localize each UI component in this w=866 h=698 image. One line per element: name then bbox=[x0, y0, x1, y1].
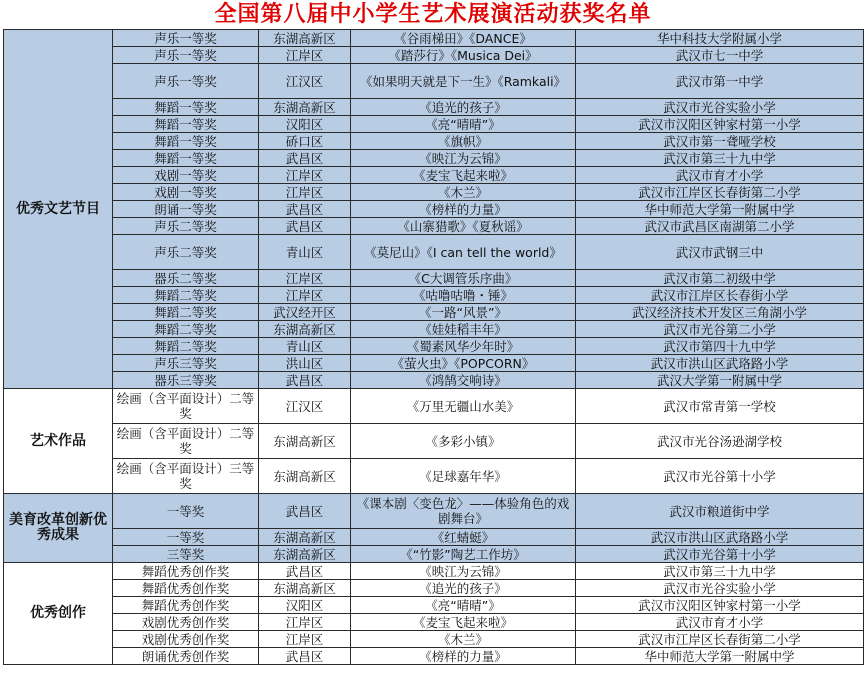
table-row bbox=[4, 47, 864, 64]
district-cell: 武汉经开区 bbox=[259, 304, 351, 321]
work-cell: 《追光的孩子》 bbox=[351, 580, 576, 597]
table-row bbox=[4, 614, 864, 631]
award-cell: 绘画（含平面设计）二等奖 bbox=[113, 424, 259, 459]
district-cell: 东湖高新区 bbox=[259, 580, 351, 597]
award-cell: 舞蹈二等奖 bbox=[113, 321, 259, 338]
school-cell: 武汉市汉阳区钟家村第一小学 bbox=[576, 116, 864, 133]
district-cell: 江岸区 bbox=[259, 184, 351, 201]
table-row bbox=[4, 184, 864, 201]
work-cell: 《麦宝飞起来啦》 bbox=[351, 167, 576, 184]
table-row bbox=[4, 355, 864, 372]
table-row bbox=[4, 235, 864, 270]
category-cell: 艺术作品 bbox=[4, 389, 113, 494]
district-cell: 东湖高新区 bbox=[259, 424, 351, 459]
table-row bbox=[4, 304, 864, 321]
district-cell: 东湖高新区 bbox=[259, 30, 351, 47]
work-cell: 《足球嘉年华》 bbox=[351, 459, 576, 494]
work-cell: 《万里无疆山水美》 bbox=[351, 389, 576, 424]
district-cell: 江岸区 bbox=[259, 287, 351, 304]
work-cell: 《木兰》 bbox=[351, 631, 576, 648]
school-cell: 武汉市七一中学 bbox=[576, 47, 864, 64]
table-row bbox=[4, 338, 864, 355]
school-cell: 武汉市光谷实验小学 bbox=[576, 580, 864, 597]
district-cell: 武昌区 bbox=[259, 201, 351, 218]
district-cell: 东湖高新区 bbox=[259, 459, 351, 494]
award-cell: 舞蹈一等奖 bbox=[113, 150, 259, 167]
district-cell: 江岸区 bbox=[259, 167, 351, 184]
school-cell: 武汉市光谷第二小学 bbox=[576, 321, 864, 338]
award-cell: 声乐三等奖 bbox=[113, 355, 259, 372]
award-cell: 戏剧优秀创作奖 bbox=[113, 631, 259, 648]
work-cell: 《榜样的力量》 bbox=[351, 648, 576, 665]
work-cell: 《萤火虫》《POPCORN》 bbox=[351, 355, 576, 372]
district-cell: 东湖高新区 bbox=[259, 99, 351, 116]
school-cell: 武汉市武钢三中 bbox=[576, 235, 864, 270]
award-cell: 舞蹈优秀创作奖 bbox=[113, 597, 259, 614]
work-cell: 《莫尼山》《I can tell the world》 bbox=[351, 235, 576, 270]
work-cell: 《亮“晴晴”》 bbox=[351, 597, 576, 614]
district-cell: 汉阳区 bbox=[259, 597, 351, 614]
table-row bbox=[4, 529, 864, 546]
category-cell: 优秀创作 bbox=[4, 563, 113, 665]
district-cell: 东湖高新区 bbox=[259, 321, 351, 338]
work-cell: 《蜀素风华少年时》 bbox=[351, 338, 576, 355]
school-cell: 武汉经济技术开发区三角湖小学 bbox=[576, 304, 864, 321]
table-row bbox=[4, 167, 864, 184]
table-row bbox=[4, 270, 864, 287]
table-row bbox=[4, 597, 864, 614]
table-row bbox=[4, 389, 864, 424]
district-cell: 东湖高新区 bbox=[259, 546, 351, 563]
district-cell: 武昌区 bbox=[259, 563, 351, 580]
work-cell: 《麦宝飞起来啦》 bbox=[351, 614, 576, 631]
category-cell: 美育改革创新优秀成果 bbox=[4, 494, 113, 563]
section-reform-results bbox=[4, 494, 864, 563]
district-cell: 青山区 bbox=[259, 235, 351, 270]
district-cell: 东湖高新区 bbox=[259, 529, 351, 546]
table-row bbox=[4, 64, 864, 99]
award-cell: 声乐一等奖 bbox=[113, 64, 259, 99]
district-cell: 江岸区 bbox=[259, 270, 351, 287]
table-row bbox=[4, 372, 864, 389]
school-cell: 武汉市常青第一学校 bbox=[576, 389, 864, 424]
award-cell: 戏剧一等奖 bbox=[113, 167, 259, 184]
work-cell: 《榜样的力量》 bbox=[351, 201, 576, 218]
district-cell: 汉阳区 bbox=[259, 116, 351, 133]
award-cell: 朗诵优秀创作奖 bbox=[113, 648, 259, 665]
school-cell: 华中科技大学附属小学 bbox=[576, 30, 864, 47]
table-row bbox=[4, 150, 864, 167]
award-cell: 三等奖 bbox=[113, 546, 259, 563]
school-cell: 武汉市第一中学 bbox=[576, 64, 864, 99]
work-cell: 《C大调管乐序曲》 bbox=[351, 270, 576, 287]
table-row bbox=[4, 116, 864, 133]
award-cell: 器乐二等奖 bbox=[113, 270, 259, 287]
table-row bbox=[4, 459, 864, 494]
award-cell: 器乐三等奖 bbox=[113, 372, 259, 389]
work-cell: 《多彩小镇》 bbox=[351, 424, 576, 459]
district-cell: 江汉区 bbox=[259, 64, 351, 99]
school-cell: 武汉市第三十九中学 bbox=[576, 150, 864, 167]
work-cell: 《鸿鹄交响诗》 bbox=[351, 372, 576, 389]
work-cell: 《映江为云锦》 bbox=[351, 563, 576, 580]
award-cell: 舞蹈一等奖 bbox=[113, 99, 259, 116]
work-cell: 《映江为云锦》 bbox=[351, 150, 576, 167]
work-cell: 《一路“风景”》 bbox=[351, 304, 576, 321]
school-cell: 武汉市洪山区武珞路小学 bbox=[576, 529, 864, 546]
district-cell: 武昌区 bbox=[259, 372, 351, 389]
district-cell: 洪山区 bbox=[259, 355, 351, 372]
school-cell: 武汉市育才小学 bbox=[576, 614, 864, 631]
category-cell: 优秀文艺节目 bbox=[4, 30, 113, 389]
table-row bbox=[4, 287, 864, 304]
page-title: 全国第八届中小学生艺术展演活动获奖名单 bbox=[214, 2, 652, 27]
table-row bbox=[4, 631, 864, 648]
school-cell: 华中师范大学第一附属中学 bbox=[576, 201, 864, 218]
work-cell: 《红蜻蜓》 bbox=[351, 529, 576, 546]
work-cell: 《课本剧〈变色龙〉——体验角色的戏剧舞台》 bbox=[351, 494, 576, 529]
work-cell: 《木兰》 bbox=[351, 184, 576, 201]
award-cell: 舞蹈一等奖 bbox=[113, 116, 259, 133]
district-cell: 青山区 bbox=[259, 338, 351, 355]
district-cell: 江汉区 bbox=[259, 389, 351, 424]
school-cell: 武汉市光谷第十小学 bbox=[576, 546, 864, 563]
table-row bbox=[4, 321, 864, 338]
award-cell: 绘画（含平面设计）二等奖 bbox=[113, 389, 259, 424]
school-cell: 武汉市光谷第十小学 bbox=[576, 459, 864, 494]
district-cell: 江岸区 bbox=[259, 631, 351, 648]
section-performances bbox=[4, 30, 864, 389]
school-cell: 武汉市粮道街中学 bbox=[576, 494, 864, 529]
school-cell: 华中师范大学第一附属中学 bbox=[576, 648, 864, 665]
award-cell: 舞蹈一等奖 bbox=[113, 133, 259, 150]
award-cell: 声乐一等奖 bbox=[113, 47, 259, 64]
table-row bbox=[4, 99, 864, 116]
district-cell: 江岸区 bbox=[259, 614, 351, 631]
school-cell: 武汉市江岸区长春街第二小学 bbox=[576, 631, 864, 648]
work-cell: 《追光的孩子》 bbox=[351, 99, 576, 116]
section-artworks bbox=[4, 389, 864, 494]
award-cell: 戏剧一等奖 bbox=[113, 184, 259, 201]
district-cell: 硚口区 bbox=[259, 133, 351, 150]
award-cell: 舞蹈二等奖 bbox=[113, 338, 259, 355]
table-row bbox=[4, 424, 864, 459]
school-cell: 武汉市江岸区长春街第二小学 bbox=[576, 184, 864, 201]
award-cell: 绘画（含平面设计）三等奖 bbox=[113, 459, 259, 494]
table-row bbox=[4, 494, 864, 529]
award-cell: 声乐二等奖 bbox=[113, 218, 259, 235]
district-cell: 武昌区 bbox=[259, 494, 351, 529]
district-cell: 武昌区 bbox=[259, 218, 351, 235]
table-row bbox=[4, 30, 864, 47]
district-cell: 武昌区 bbox=[259, 150, 351, 167]
award-cell: 声乐一等奖 bbox=[113, 30, 259, 47]
district-cell: 江岸区 bbox=[259, 47, 351, 64]
work-cell: 《旗帜》 bbox=[351, 133, 576, 150]
school-cell: 武汉大学第一附属中学 bbox=[576, 372, 864, 389]
award-table bbox=[3, 29, 864, 665]
school-cell: 武汉市育才小学 bbox=[576, 167, 864, 184]
award-cell: 一等奖 bbox=[113, 529, 259, 546]
school-cell: 武汉市武昌区南湖第二小学 bbox=[576, 218, 864, 235]
school-cell: 武汉市第一聋哑学校 bbox=[576, 133, 864, 150]
award-cell: 一等奖 bbox=[113, 494, 259, 529]
work-cell: 《谷雨梯田》《DANCE》 bbox=[351, 30, 576, 47]
school-cell: 武汉市光谷实验小学 bbox=[576, 99, 864, 116]
award-cell: 戏剧优秀创作奖 bbox=[113, 614, 259, 631]
school-cell: 武汉市洪山区武珞路小学 bbox=[576, 355, 864, 372]
work-cell: 《咕噜咕噜・锤》 bbox=[351, 287, 576, 304]
district-cell: 武昌区 bbox=[259, 648, 351, 665]
award-cell: 舞蹈优秀创作奖 bbox=[113, 580, 259, 597]
school-cell: 武汉市江岸区长春街小学 bbox=[576, 287, 864, 304]
table-row bbox=[4, 133, 864, 150]
school-cell: 武汉市第四十九中学 bbox=[576, 338, 864, 355]
award-cell: 声乐二等奖 bbox=[113, 235, 259, 270]
award-cell: 朗诵一等奖 bbox=[113, 201, 259, 218]
school-cell: 武汉市汉阳区钟家村第一小学 bbox=[576, 597, 864, 614]
award-cell: 舞蹈二等奖 bbox=[113, 287, 259, 304]
work-cell: 《娃娃稻丰年》 bbox=[351, 321, 576, 338]
table-row bbox=[4, 563, 864, 580]
school-cell: 武汉市第三十九中学 bbox=[576, 563, 864, 580]
table-row bbox=[4, 580, 864, 597]
table-row bbox=[4, 201, 864, 218]
award-cell: 舞蹈二等奖 bbox=[113, 304, 259, 321]
work-cell: 《“竹影”陶艺工作坊》 bbox=[351, 546, 576, 563]
school-cell: 武汉市第二初级中学 bbox=[576, 270, 864, 287]
school-cell: 武汉市光谷汤逊湖学校 bbox=[576, 424, 864, 459]
section-creations bbox=[4, 563, 864, 665]
award-cell: 舞蹈优秀创作奖 bbox=[113, 563, 259, 580]
work-cell: 《如果明天就是下一生》《Ramkali》 bbox=[351, 64, 576, 99]
work-cell: 《亮“晴晴”》 bbox=[351, 116, 576, 133]
table-row bbox=[4, 546, 864, 563]
table-row bbox=[4, 218, 864, 235]
table-row bbox=[4, 648, 864, 665]
work-cell: 《山寨猎歌》《夏秋谣》 bbox=[351, 218, 576, 235]
work-cell: 《踏莎行》《Musica Dei》 bbox=[351, 47, 576, 64]
